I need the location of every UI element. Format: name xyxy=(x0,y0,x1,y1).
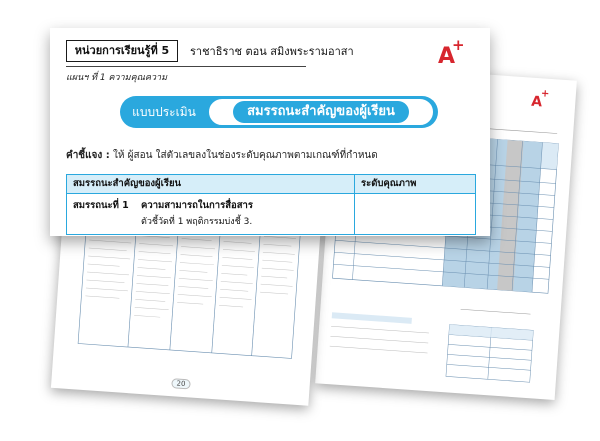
competency-indicator: ตัวชี้วัดที่ 1 พฤติกรรมบ่งชี้ 3. xyxy=(141,217,253,227)
table-header-row xyxy=(67,175,475,194)
competency-name: ความสามารถในการสื่อสาร xyxy=(141,200,253,211)
plan-label: แผนฯ ที่ 1 ความคุณความ xyxy=(66,73,168,83)
instruction xyxy=(66,148,378,163)
competency-table xyxy=(66,174,476,235)
banner-right-box xyxy=(208,98,434,126)
instruction-text: ให้ ผู้สอน ใส่ตัวเลขลงในช่องระดับคุณภาพตามเกณฑ์ที่กำหนด xyxy=(112,150,378,161)
page-number: 20 xyxy=(171,378,191,389)
column-header-competency: สมรรถนะสำคัญของผู้เรียน xyxy=(67,175,355,193)
table-row xyxy=(67,194,475,234)
header-divider xyxy=(66,66,306,67)
logo-letter: A xyxy=(530,93,543,111)
instruction-label: คำชี้แจง : xyxy=(66,150,110,161)
column-header-level: ระดับคุณภาพ xyxy=(361,178,417,189)
logo-letter: A xyxy=(438,44,456,69)
banner-right-label: สมรรถนะสำคัญของผู้เรียน xyxy=(233,101,409,123)
competency-number: สมรรถนะที่ 1 xyxy=(73,200,129,211)
logo-plus-icon: + xyxy=(540,88,550,100)
unit-label: หน่วยการเรียนรู้ที่ 5 xyxy=(74,44,170,57)
logo-plus-icon: + xyxy=(452,36,465,54)
level-cell[interactable] xyxy=(355,194,475,234)
front-page-header xyxy=(50,28,490,236)
brand-logo xyxy=(438,36,465,69)
assessment-banner xyxy=(120,96,438,128)
banner-left-label: แบบประเมิน xyxy=(132,105,196,119)
unit-label-box xyxy=(66,40,178,62)
unit-title: ราชาธิราช ตอน สมิงพระรามอาสา xyxy=(190,45,354,58)
competency-cell xyxy=(67,194,355,234)
